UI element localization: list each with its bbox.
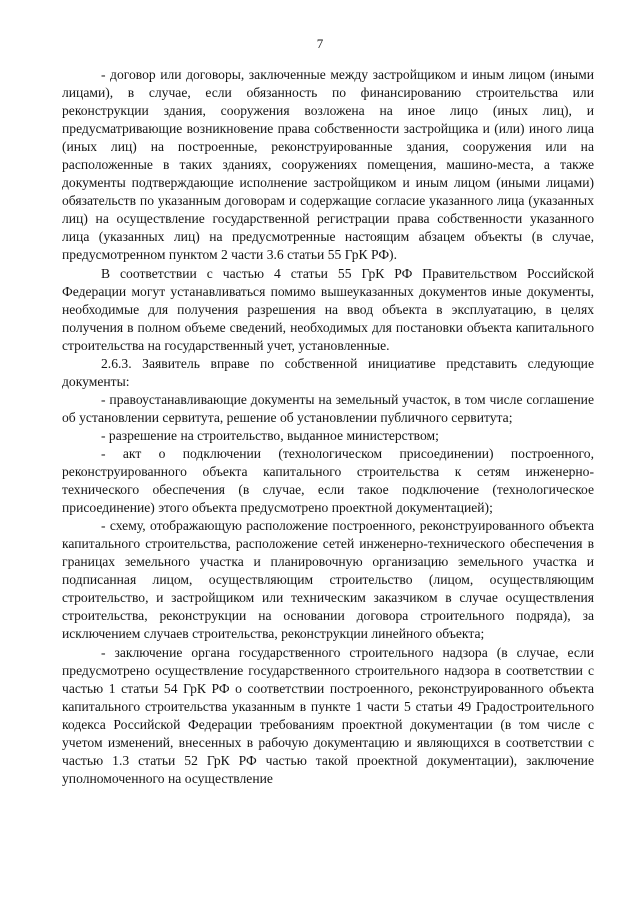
list-item-land-title-documents: - правоустанавливающие документы на земельный участок, в том числе соглашение об установлении сервитута, решение об установлении публичного сервитута; [62, 391, 594, 425]
list-item-site-layout-scheme: - схему, отображающую расположение построенного, реконструированного объекта капитального строительства, расположение сетей инженерно-технического обеспечения в границах земельного участка и планировочную организацию земельного участка и подписанная лицом, осуществляющим строительство (лицом, осуществляющим строительство, и застройщиком или техническим заказчиком в случае осуществления строительства, реконструкции на основании договора строительного подряда), за исключением случаев строительства, реконструкции линейного объекта; [62, 518, 594, 642]
page-number: 7 [316, 36, 324, 51]
paragraph-construction-financing-contracts: - договор или договоры, заключенные между застройщиком и иным лицом (иными лицами), в случае, если обязанность по финансированию строительства или реконструкции здания, сооружения возложена на иное лицо (иных лиц), и предусматривающие возникновение права собственности застройщика и (или) иного лица (иных лиц) на построенные, реконструированные здания, сооружения или на расположенные в таких зданиях, сооружениях помещения, машино-места, а также документы подтверждающие исполнение застройщиком и иным лицом (иными лицами) обязательств по указанным договорам и содержащие согласие указанного лица (указанных лиц) на осуществление государственной регистрации права собственности указанного лица (указанных лиц) на предусмотренные настоящим абзацем объекты (в случае, предусмотренном пунктом 2 части 3.6 статьи 55 ГрК РФ). [62, 67, 594, 263]
list-item-connection-act: - акт о подключении (технологическом присоединении) построенного, реконструированного объекта капитального строительства к сетям инженерно-технического обеспечения (в случае, если такое подключение (технологическое присоединение) этого объекта предусмотрено проектной документацией); [62, 445, 594, 516]
document-body [62, 66, 594, 788]
list-item-supervision-conclusion: - заключение органа государственного строительного надзора (в случае, если предусмотрено осуществление государственного строительного надзора в соответствии с частью 1 статьи 54 ГрК РФ о соответствии построенного, реконструированного объекта капитального строительства указанным в пункте 1 части 5 статьи 49 Градостроительного кодекса Российской Федерации требованиям проектной документации (в том числе с учетом изменений, внесенных в рабочую документацию и являющихся в соответствии с частью 1.3 статьи 52 ГрК РФ частью такой проектной документации), заключение уполномоченного на осуществление [62, 644, 594, 786]
paragraph-applicant-own-initiative: 2.6.3. Заявитель вправе по собственной инициативе представить следующие документы: [62, 355, 594, 389]
paragraph-government-additional-documents: В соответствии с частью 4 статьи 55 ГрК РФ Правительством Российской Федерации могут устанавливаться помимо вышеуказанных документов иные документы, необходимые для получения разрешения на ввод объекта в эксплуатацию, в целях получения в полном объеме сведений, необходимых для постановки объекта капитального строительства на государственный учет, установленные. [62, 265, 594, 353]
list-item-construction-permit: - разрешение на строительство, выданное министерством; [101, 427, 439, 443]
